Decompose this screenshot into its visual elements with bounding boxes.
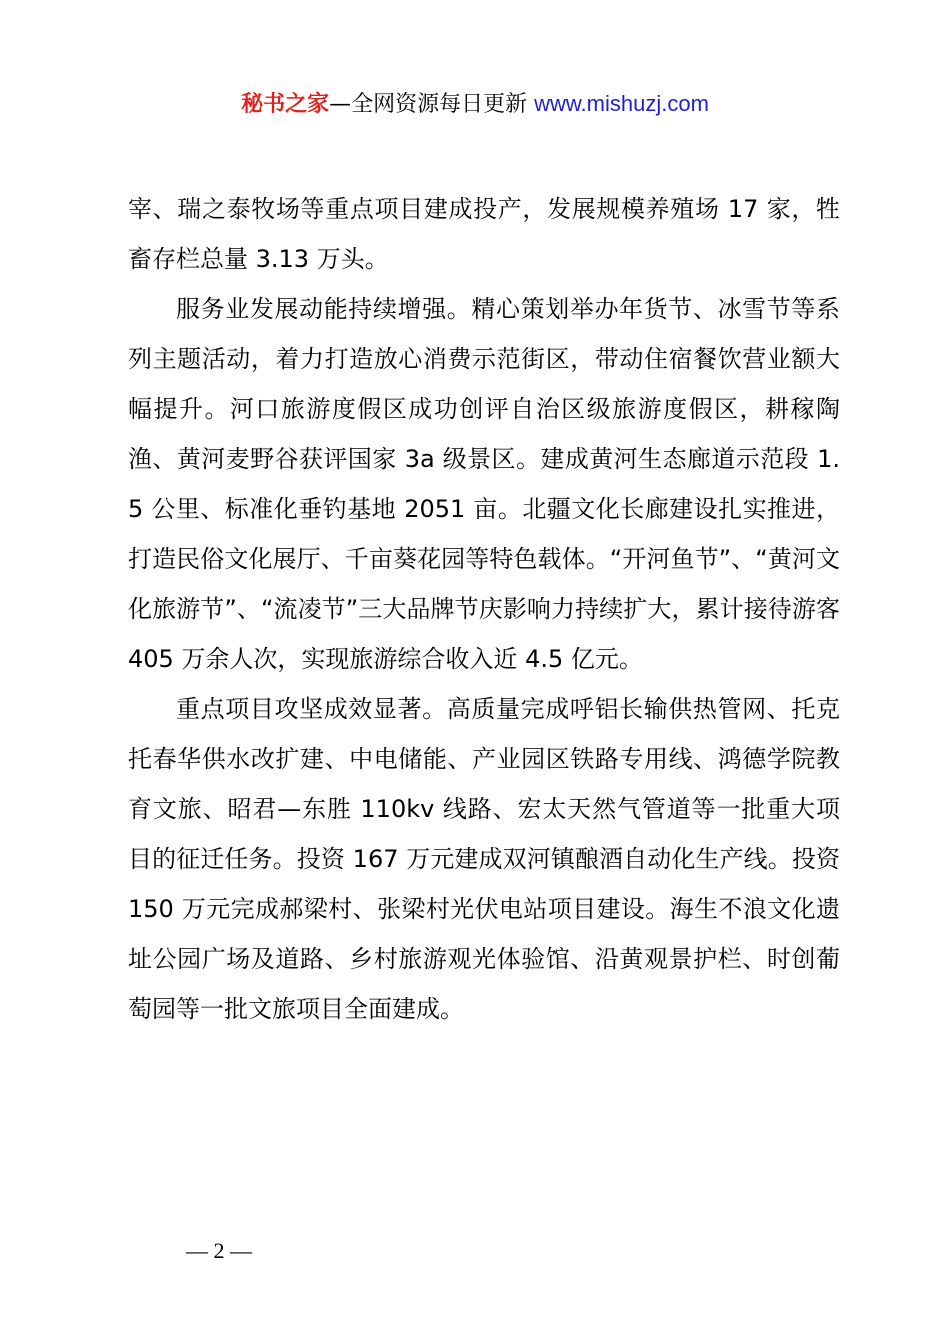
site-url-link[interactable]: www.mishuzj.com <box>534 91 709 116</box>
paragraph-continuation: 宰、瑞之泰牧场等重点项目建成投产，发展规模养殖场 17 家，牲畜存栏总量 3.13 万头。 <box>128 195 840 273</box>
paragraph-key-projects: 重点项目攻坚成效显著。高质量完成呼铝长输供热管网、托克托春华供水改扩建、中电储能、产业园区铁路专用线、鸿德学院教育文旅、昭君—东胜 110kv 线路、宏太天然气管道等一批重大项目的征迁任务。投资 167 万元建成双河镇酿酒自动化生产线。投资 150 万元完成郝梁村、张梁村光伏电站项目建设。海生不浪文化遗址公园广场及道路、乡村旅游观光体验馆、沿黄观景护栏、时创葡萄园等一批文旅项目全面建成。 <box>128 695 840 1023</box>
site-header <box>0 88 950 121</box>
document-body <box>128 184 840 1034</box>
page-number: — 2 — <box>186 1238 252 1263</box>
paragraph-service-industry: 服务业发展动能持续增强。精心策划举办年货节、冰雪节等系列主题活动，着力打造放心消费示范街区，带动住宿餐饮营业额大幅提升。河口旅游度假区成功创评自治区级旅游度假区，耕稼陶渔、黄河麦野谷获评国家 3a 级景区。建成黄河生态廊道示范段 1.5 公里、标准化垂钓基地 2051 亩。北疆文化长廊建设扎实推进，打造民俗文化展厅、千亩葵花园等特色载体。“开河鱼节”、“黄河文化旅游节”、“流凌节”三大品牌节庆影响力持续扩大，累计接待游客 405 万余人次，实现旅游综合收入近 4.5 亿元。 <box>128 295 840 673</box>
header-tagline: —全网资源每日更新 <box>329 92 535 117</box>
brand-name: 秘书之家 <box>241 92 330 117</box>
